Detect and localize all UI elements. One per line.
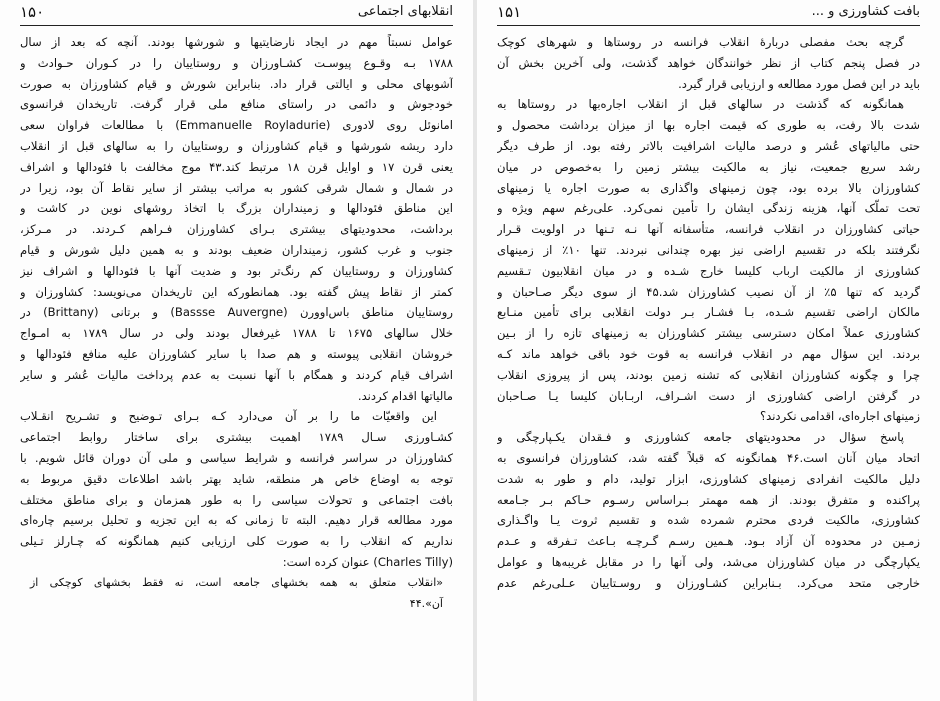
text-line: کمتر از نقاط پیش گفته بود. همانطورکه این تاریخدان می‌نویسد: کشاورزان و [20,284,453,299]
text-line: در فصل پنجم کتاب از نظر خوانندگان خواهد گذشت، ولی آخرین بخش آن [497,55,920,70]
text-line: «انقلاب متعلق به همه بخشهای جامعه است، نه فقط بخشهای کوچکی از [30,575,443,589]
text-line: شدت بالا رفت، به طوری که قیمت اجاره بها از میزان برداشت محصول و [497,118,920,133]
text-line: گرچه بحث مفصلی دربارهٔ انقلاب فرانسه در روستاها و شهرهای کوچک [497,35,904,49]
text-line: دارد ریشه شورشها و قیام کشاورزان و روستاییان را به سالهای قبل از انقلاب [20,138,453,153]
text-line: در شمال و شمال شرقی کشور به مراتب بیشتر از سایر نقاط آن بود، زیرا در [20,180,453,195]
text-line: چرا و چگونه کشاورزان انقلابی که تشنه زمین بودند، پس از پیروزی انقلاب [497,367,920,382]
text-line: روستاییان مناطق باس‌اوورن (Bassse Auvergne) و برتانی (Brittany) در [20,305,453,320]
text-line: مالکان اراضی تقسیم شـده، بـا فشـار بـر دولت انقلابی برای تأمین منـابع [497,305,920,320]
text-line: خودجوش و دائمی در راستای منافع ملی قرار گرفت. تاریخدان فرانسوی [20,97,453,112]
text-line: جنوب و غرب کشور، زمینداران ضعیف بودند و به همین دلیل شورش و قیام [20,242,453,257]
text-line: برداشت، محدودیتهای بیشتری بـرای کشاورزان فـراهم کـردند. در مـرکز، [20,222,453,237]
text-line: (Charles Tilly) عنوان کرده است: [282,554,453,569]
running-title: بافت کشاورزی و ... [811,4,920,19]
left-page-body [20,32,453,614]
text-line: بافت اجتماعی و تحولات سیاسی را به طور همزمان و برای مناطق مختلف [20,492,453,507]
text-line: رشد سریع جمعیت، نیاز به مالکیت بیشتر زمین را به‌خصوص در میان [497,159,920,174]
page-number: ۱۵۱ [497,3,522,21]
right-page-header [497,3,920,23]
text-line: مورد مطالعه قرار دهیم. البته تا زمانی که به این تجزیه و تحلیل برسیم چاره‌ای [20,513,453,528]
text-line: خارجی متحد می‌کرد. بـنابراین کشـاورزان و روسـتاییان عـلی‌رغم عدم [497,575,920,590]
text-line: این واقعیّات ما را بر آن می‌دارد کـه بـرای تـوضیح و تشـریح انقـلاب [20,409,437,424]
text-line: کشاورزان بالا برده بود، چون زمینهای واگذاری به صورت اجاره یا زمینهای [497,180,920,195]
text-line: یکپارچگی در میان کشاورزان می‌شد، ولی آنها را در مقابل غریبه‌ها و عوامل [497,554,920,569]
text-line: تحت تملّک آنها، هزینه زندگی ایشان را تأمین نمی‌کرد. علی‌رغم سهم ویژه و [497,201,920,216]
text-line: در گرفتن اراضی کشاورزی از دست اشـراف، اربـابان کلیسا یـا صـاحبان [497,388,920,403]
text-line: پاسخ سؤال در محدودیتهای جامعه کشاورزی و فـقدان یکـپارچگی و [497,430,904,445]
text-line: امانوئل روی لادوری (Emmanuelle Royladurie) با مطالعات فراوان سعی [20,118,453,133]
right-page [477,0,940,701]
text-line: کشاورزی عملاً امکان دسترسی بیشتر کشاورزان به زمینهای تازه را از بـین [497,326,920,341]
text-line: خلال سالهای ۱۶۷۵ تا ۱۷۸۸ غیرفعال بودند ولی در سال ۱۷۸۹ به امـواج [20,326,453,341]
text-line: نگرفتند بلکه در تقسیم اراضی نیز بهره چندانی نبردند. تنها ۱۰٪ از زمینهای [497,242,920,257]
text-line: زمـین در محدوده آن آزاد بـود. هـمین رسـم گـرچـه بـاعث تـفرقه و عـدم [497,534,920,549]
header-rule [20,25,453,26]
text-line: مالیاتها اقدام کردند. [357,388,453,403]
text-line: عوامل نسبتاً مهم در ایجاد نارضایتیها و شورشها بودند. آنچه که بعد از سال [20,35,453,49]
text-line: کشاورزان در سراسر فرانسه و شرایط سیاسی و ملی آن دوران قائل شویم. با [20,450,453,465]
text-line: پراکنده و متفرق بودند. از همه مهمتر بـراساس رسـوم حـاکم بـر جـامعه [497,492,920,507]
page-number: ۱۵۰ [20,3,45,21]
text-line: کشاورزی از مالکیت ارباب کلیسا خارج شـده و در میان انقلابیون تـقسیم [497,263,920,278]
text-line: بردند. این سؤال مهم در انقلاب فرانسه به قوت خود باقی خواهد ماند کـه [497,346,920,361]
text-line: یعنی قرن ۱۷ و اوایل قرن ۱۸ مرتبط کند.۴۳ موج مخالفت با فئودالها و اشراف [20,159,453,174]
right-page-body [497,32,920,594]
header-rule [497,25,920,26]
text-line: آن».۴۴ [409,596,443,610]
running-title: انقلابهای اجتماعی [357,4,453,19]
text-line: حیاتی کشاورزان در انقلاب فرانسه، متأسفانه آنها نـه تـنها در اولویت قـرار [497,222,920,237]
text-line: آشوبهای محلی و ایالتی قرار داد. بنابراین شورش و قیام کشاورزان به صورت [20,76,453,91]
text-line: کشاورزان و روستاییان کم رنگ‌تر بود و ضدیت آنها با فئودالها و اشراف نیز [20,263,453,278]
text-line: کشـاورزی سـال ۱۷۸۹ اهمیت بیشتری برای ساختار روابط اجتماعی [20,430,453,445]
text-line: زمینهای اجاره‌ای، اقدامی نکردند؟ [759,409,920,424]
text-line: همانگونه که گذشت در سالهای قبل از انقلاب اجاره‌بها در روستاها به [497,97,904,112]
text-line: حتی مالیاتهای عُشر و درصد مالیات اشرافیت بالاتر رفته بود. از طرف دیگر [497,138,920,153]
text-line: گردید که تنها ۵٪ از آن نصیب کشاورزان شد.۴۵ از سوی دیگر صـاحبان و [497,284,920,299]
text-line: اتحاد میان آنان است.۴۶ همانگونه که قبلاً گفته شد، کشاورزان فرانسوی به [497,450,920,465]
text-line: این مناطق فئودالها و زمینداران بزرگ با اتخاذ روشهای نوین در کاشت و [20,201,453,216]
text-line: توجه به اوضاع خاص هر منطقه، شاید بهتر باشد اطلاعات دقیق مربوط به [20,471,453,486]
text-line: خروشان انقلابی پیوسته و هم صدا با سایر کشاورزان علیه منافع فئودالها و [20,346,453,361]
text-line: نداریم که انقلاب را به صورت کلی ارزیابی کنیم همانگونه که چـارلز تـیلی [20,534,453,549]
text-line: باید در این فصل مورد مطالعه و ارزیابی قرار گیرد. [678,76,920,91]
text-line: دلیل مالکیت انفرادی زمینهای کشاورزی، ابزار تولید، دام و طور به شدت [497,471,920,486]
text-line: اشراف قیام کردند و همگام با آنها نسبت به عدم پرداخت مالیات عُشر و سایر [20,367,453,382]
text-line: ۱۷۸۸ بـه وقـوع پیوسـت کشـاورزان و روستاییان را در کـوران حـوادث و [20,55,453,70]
text-line: کشاورزی، مالکیت فردی محترم شمرده شده و تقسیم ثروت یـا واگـذاری [497,513,920,528]
left-page-header [20,3,453,23]
